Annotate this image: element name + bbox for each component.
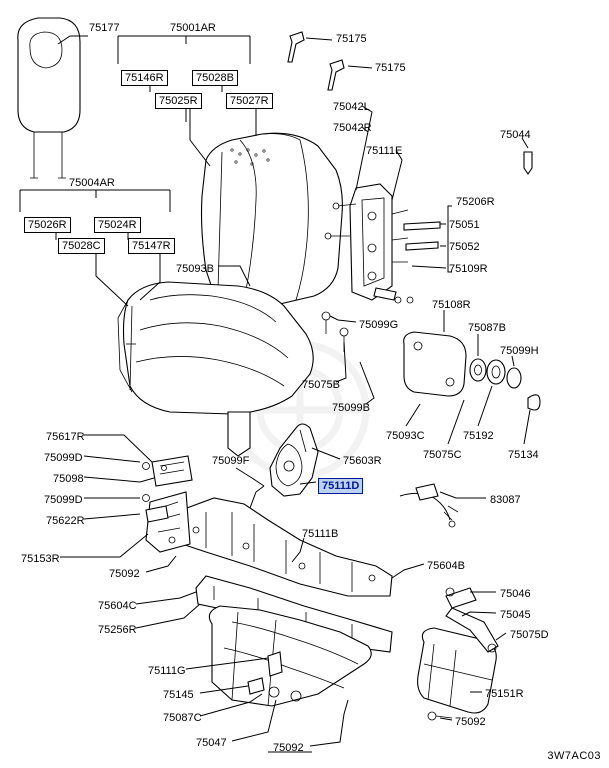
part-label-75111e[interactable]: 75111E	[366, 145, 403, 157]
part-label-75177[interactable]: 75177	[89, 22, 120, 34]
part-label-75099f[interactable]: 75099F	[212, 455, 250, 467]
part-label-75099g[interactable]: 75099G	[359, 319, 399, 331]
part-label-75111g[interactable]: 75111G	[148, 665, 186, 677]
recliner-hinge-assembly	[325, 152, 532, 300]
part-label-75087b[interactable]: 75087B	[468, 322, 506, 334]
part-label-75192[interactable]: 75192	[463, 430, 494, 442]
part-label-75028b[interactable]: 75028B	[192, 70, 238, 86]
part-label-75087c[interactable]: 75087C	[163, 712, 202, 724]
part-label-75099b[interactable]: 75099B	[332, 402, 370, 414]
part-label-75617r[interactable]: 75617R	[46, 431, 85, 443]
part-label-75146r[interactable]: 75146R	[121, 70, 168, 86]
diagram-code: 3W7AC03	[547, 750, 601, 762]
part-label-75045[interactable]: 75045	[500, 609, 531, 621]
seat-cushion-assembly	[118, 282, 313, 456]
part-label-75075c[interactable]: 75075C	[423, 449, 462, 461]
part-label-75093c[interactable]: 75093C	[386, 430, 425, 442]
wire-harness-83087	[400, 484, 458, 527]
part-label-75108r[interactable]: 75108R	[432, 299, 471, 311]
part-label-75051[interactable]: 75051	[449, 219, 480, 231]
part-label-75092[interactable]: 75092	[455, 716, 486, 728]
part-label-75206r[interactable]: 75206R	[456, 196, 495, 208]
part-label-75046[interactable]: 75046	[500, 588, 531, 600]
part-label-75052[interactable]: 75052	[449, 241, 480, 253]
part-label-83087[interactable]: 83087	[490, 494, 521, 506]
part-label-75109r[interactable]: 75109R	[449, 263, 488, 275]
part-label-75098[interactable]: 75098	[53, 473, 84, 485]
part-label-75134[interactable]: 75134	[508, 449, 539, 461]
part-label-75099d[interactable]: 75099D	[44, 494, 83, 506]
part-label-75604c[interactable]: 75604C	[98, 600, 137, 612]
part-label-75025r[interactable]: 75025R	[155, 93, 202, 109]
headrest-part	[18, 18, 80, 178]
part-label-75028c[interactable]: 75028C	[58, 238, 105, 254]
part-label-75604b[interactable]: 75604B	[427, 560, 465, 572]
part-label-75047[interactable]: 75047	[196, 737, 227, 749]
part-label-75026r[interactable]: 75026R	[24, 217, 71, 233]
part-label-75111b[interactable]: 75111B	[302, 528, 339, 540]
part-label-75099d[interactable]: 75099D	[44, 452, 83, 464]
part-label-75004ar[interactable]: 75004AR	[69, 177, 115, 189]
part-label-75151r[interactable]: 75151R	[485, 688, 524, 700]
part-label-75044[interactable]: 75044	[500, 129, 531, 141]
part-label-75075b[interactable]: 75075B	[302, 379, 340, 391]
part-label-75256r[interactable]: 75256R	[98, 624, 137, 636]
part-label-75147r[interactable]: 75147R	[128, 238, 175, 254]
part-label-75145[interactable]: 75145	[163, 689, 194, 701]
part-label-75622r[interactable]: 75622R	[46, 515, 85, 527]
part-label-75093b[interactable]: 75093B	[176, 263, 214, 275]
part-label-75024r[interactable]: 75024R	[94, 217, 141, 233]
part-label-75092[interactable]: 75092	[109, 568, 140, 580]
part-label-75092[interactable]: 75092	[273, 742, 304, 754]
part-label-75001ar[interactable]: 75001AR	[170, 22, 216, 34]
part-label-75175[interactable]: 75175	[336, 33, 367, 45]
part-label-75042l[interactable]: 75042L	[333, 101, 370, 113]
part-label-75111d[interactable]: 75111D	[318, 478, 363, 494]
part-label-75175[interactable]: 75175	[375, 62, 406, 74]
side-cover-75108r	[404, 332, 540, 410]
part-label-75075d[interactable]: 75075D	[510, 629, 549, 641]
part-label-75099h[interactable]: 75099H	[500, 345, 539, 357]
part-label-75603r[interactable]: 75603R	[343, 455, 382, 467]
part-label-75027r[interactable]: 75027R	[226, 93, 273, 109]
part-label-75153r[interactable]: 75153R	[21, 553, 60, 565]
part-label-75042r[interactable]: 75042R	[333, 122, 372, 134]
